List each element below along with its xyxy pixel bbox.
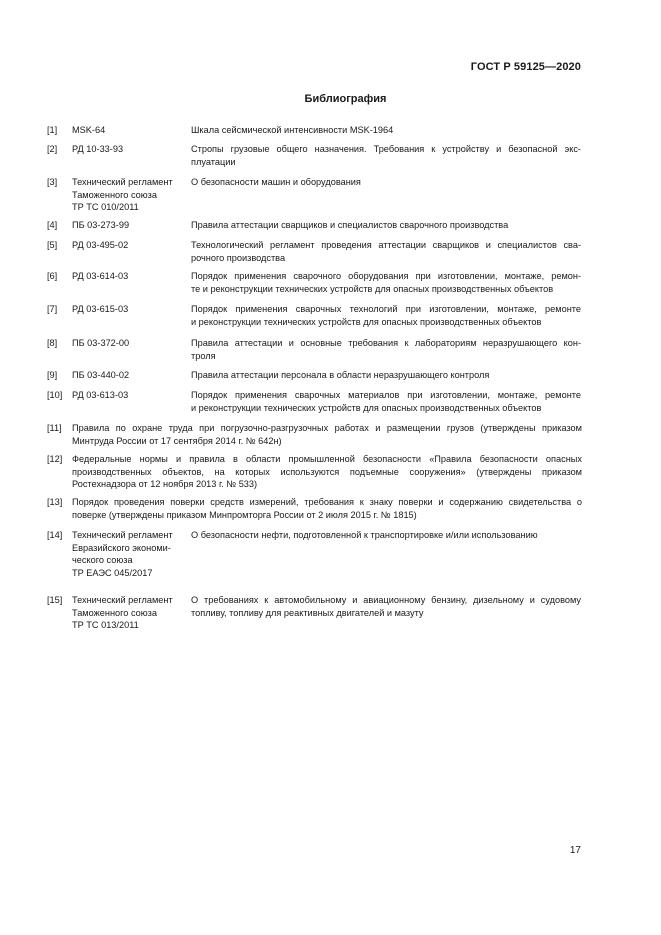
entry-full-text [72,422,582,447]
entry-text-line: Таможенного союза [72,189,157,200]
entry-text-line: Технический регламент [72,177,173,187]
entry-text-line: Таможенного союза [72,607,157,618]
entry-number: [1] [47,125,58,135]
entry-description [191,389,581,414]
entry-text-line: ПБ 03-273-99 [72,220,130,230]
entry-text-line: РД 03-613-03 [72,390,129,400]
entry-text-line: Федеральные нормы и правила в области промышленной безопасности «Правила безопасности опасных [72,454,582,464]
entry-text-line: поверке (утверждены приказом Минпромторга России от 2 июля 2015 г. № 1815) [72,509,417,520]
entry-designation [72,219,184,232]
bibliography-title: Библиография [304,93,387,105]
entry-text-line: Правила аттестации сварщиков и специалистов сварочного производства [191,220,509,230]
entry-text-line: и реконструкции технических устройств для опасных производственных объектов [191,402,542,413]
entry-text-line: и реконструкции технических устройств для опасных производственных объектов [191,316,542,327]
entry-designation [72,270,184,283]
entry-text-line: Технологический регламент проведения аттестации сварщиков и специалистов сва- [191,240,581,250]
entry-number: [5] [47,240,58,250]
entry-description [191,219,581,232]
entry-description [191,239,581,264]
entry-text-line: Стропы грузовые общего назначения. Требования к устройству и безопасной экс- [191,144,581,154]
entry-number: [6] [47,271,58,281]
entry-full-text [72,496,582,521]
entry-description [191,594,581,619]
entry-description [191,337,581,362]
entry-text-line: РД 03-495-02 [72,240,129,250]
entry-designation [72,303,184,316]
entry-text-line: ПБ 03-372-00 [72,338,130,348]
entry-number: [3] [47,177,58,187]
entry-text-line: рочного производства [191,252,286,263]
entry-number: [2] [47,144,58,154]
entry-description [191,529,581,542]
entry-text-line: Порядок применения сварочного оборудования при изготовлении, монтаже, ремон- [191,271,581,281]
entry-text-line: ТР ТС 013/2011 [72,620,139,631]
document-code: ГОСТ Р 59125—2020 [470,61,581,73]
entry-designation [72,337,184,350]
entry-description [191,143,581,168]
entry-designation [72,529,184,579]
entry-text-line: троля [191,350,216,361]
entry-number: [13] [47,497,63,507]
entry-number: [10] [47,390,63,400]
page-number: 17 [569,845,581,856]
entry-text-line: Шкала сейсмической интенсивности MSK-1964 [191,125,394,135]
entry-text-line: Минтруда России от 17 сентября 2014 г. № 642н) [72,435,282,446]
entry-text-line: Правила по охране труда при погрузочно-разгрузочных работах и размещении грузов (утверждены приказом [72,423,582,433]
entry-text-line: Евразийского экономи- [72,542,171,553]
entry-number: [4] [47,220,58,230]
entry-number: [8] [47,338,58,348]
entry-number: [9] [47,370,58,380]
entry-text-line: те и реконструкции технических устройств для опасных производственных объектов [191,283,554,294]
entry-text-line: ческого союза [72,555,133,566]
entry-text-line: Технический регламент [72,530,173,540]
entry-designation [72,124,184,137]
entry-text-line: Правила аттестации и основные требования к лабораториям неразрушающего кон- [191,338,581,348]
entry-designation [72,369,184,382]
entry-designation [72,143,184,156]
entry-description [191,124,581,137]
entry-text-line: топливу, топливу для реактивных двигателей и мазуту [191,607,424,618]
entry-number: [15] [47,595,63,605]
entry-text-line: РД 03-614-03 [72,271,129,281]
entry-designation [72,239,184,252]
entry-text-line: Порядок применения сварочных технологий при изготовлении, монтаже, ремонте [191,304,581,314]
entry-description [191,303,581,328]
entry-number: [7] [47,304,58,314]
entry-text-line: О безопасности машин и оборудования [191,177,361,187]
entry-text-line: производственных объектов, на которых используются подъемные сооружения» (утверждены приказом [72,466,582,477]
entry-designation [72,389,184,402]
entry-description [191,176,581,189]
entry-description [191,369,581,382]
entry-full-text [72,453,582,491]
entry-text-line: ПБ 03-440-02 [72,370,130,380]
entry-text-line: Порядок применения сварочных материалов при изготовлении, монтаже, ремонте [191,390,581,400]
entry-text-line: Ростехнадзора от 12 ноября 2013 г. № 533) [72,479,258,490]
entry-text-line: РД 10-33-93 [72,144,124,154]
entry-text-line: Порядок проведения поверки средств измерений, требования к знаку поверки и содержанию свидетельства о [72,497,582,507]
entry-number: [11] [47,423,62,433]
entry-text-line: Правила аттестации персонала в области неразрушающего контроля [191,370,490,380]
entry-designation [72,594,184,632]
entry-number: [12] [47,454,63,464]
entry-number: [14] [47,530,63,540]
entry-text-line: О безопасности нефти, подготовленной к транспортировке и/или использованию [191,530,538,540]
entry-text-line: плуатации [191,156,236,167]
entry-text-line: ТР ТС 010/2011 [72,202,139,213]
entry-designation [72,176,184,214]
entry-description [191,270,581,295]
entry-text-line: РД 03-615-03 [72,304,129,314]
entry-text-line: ТР ЕАЭС 045/2017 [72,567,153,578]
entry-text-line: О требованиях к автомобильному и авиационному бензину, дизельному и судовому [191,595,581,605]
entry-text-line: MSK-64 [72,125,106,135]
entry-text-line: Технический регламент [72,595,173,605]
